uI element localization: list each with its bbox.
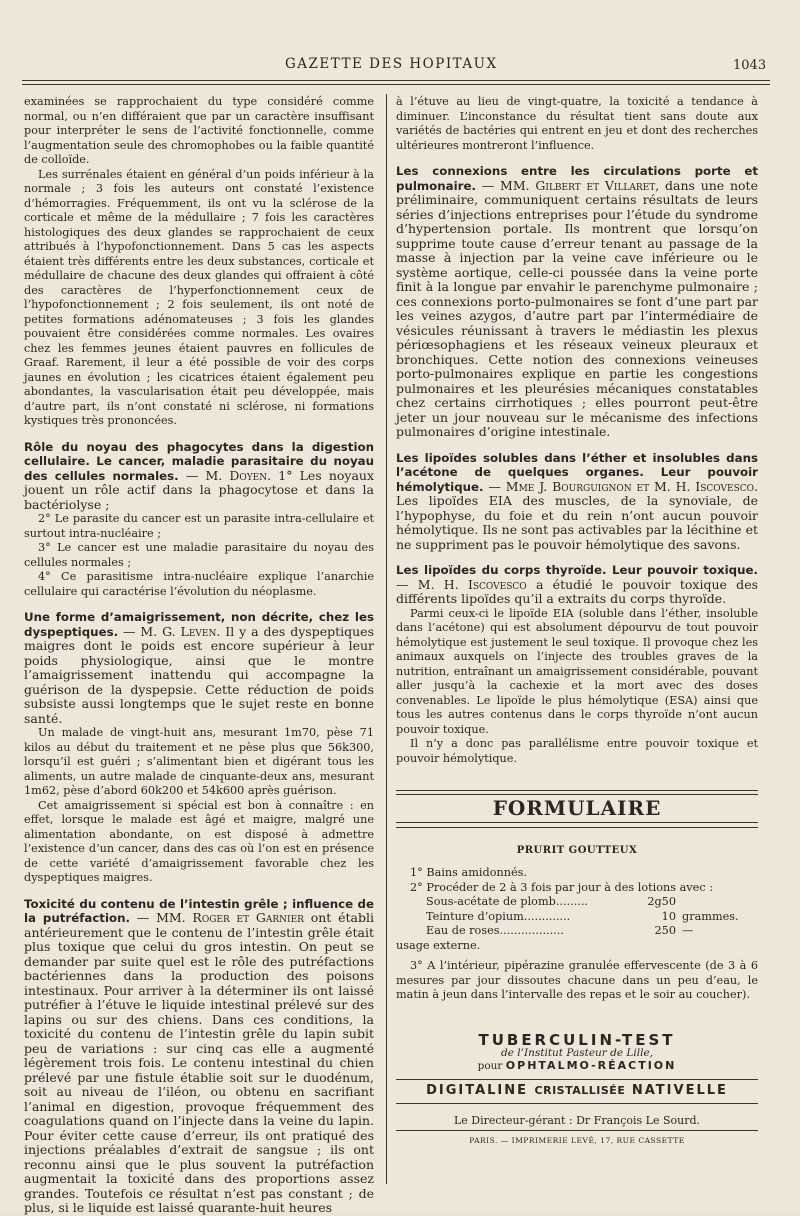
recipe-unit <box>676 895 752 910</box>
paragraph: examinées se rapprochaient du type considéré comme normal, ou n’en différaient que par un caractère insuffisant pour interpréter le sens de l’activité fonctionnelle, comme l’augmentation seule des chromophobes ou la faible quantité de colloïde. <box>24 95 374 166</box>
header-rule-top <box>22 80 770 81</box>
article-text: 1° Les noyaux jouent un rôle actif dans la phagocytose et dans la bactériolyse ; <box>24 467 375 512</box>
recipe-table <box>396 895 758 939</box>
article-title: Rôle du noyau des phagocytes dans la digestion cellulaire. Le cancer, maladie parasitaire du noyau des cellules normales. <box>24 439 374 483</box>
article-authors: — MM. Roger et Garnier <box>136 910 304 925</box>
paragraph: 2° Le parasite du cancer est un parasite intra-cellulaire et surtout intra-nucléaire ; <box>24 512 374 540</box>
recipe-step: 3° A l’intérieur, pipérazine granulée effervescente (de 3 à 6 mesures par jour dissoutes chacune dans un peu d’eau, le matin à jeun dans l’intervalle des repas et le soir au coucher). <box>396 959 758 1001</box>
article-title: Les lipoïdes du corps thyroïde. Leur pouvoir toxique. <box>396 563 758 577</box>
ad-subtitle: de l’Institut Pasteur de Lille, <box>500 1047 654 1059</box>
article-doyen <box>24 440 374 513</box>
printer-line: PARIS. — IMPRIMERIE LEVÉ, 17, RUE CASSETTE <box>396 1130 758 1149</box>
page-number: 1043 <box>733 58 767 73</box>
recipe-unit: grammes. <box>682 909 739 923</box>
recipe-title: PRURIT GOUTTEUX <box>516 844 638 856</box>
article-gilbert-villaret <box>396 164 758 440</box>
paragraph: Les surrénales étaient en général d’un poids inférieur à la normale ; 3 fois les auteurs ont constaté l’existence d’hémorragies. Fréquemment, ils ont vu la sclérose de la corticale et même de la médullaire ; 7 fois les caractères histologiques des deux glandes se rapprochaient de ceux attribués à l’hypofonctionnement. Dans 5 cas les aspects étaient très différents entre les deux substances, corticale et médullaire de chacune des deux glandes qui offraient à côté des caractères de l’hyperfonctionnement ceux de l’hypofonctionnement ; 2 fois seulement, ils ont noté de petites formations adénomateuses ; 3 fois les glandes pouvaient être considérées comme normales. Les ovaires chez les femmes jeunes étaient pauvres en follicules de Graaf. Rarement, il leur a été possible de voir des corps jaunes en évolution ; les cicatrices étaient également peu abondantes, la vascularisation était peu développée, mais d’autre part, ils n’ont constaté ni sclérose, ni formations kystiques très prononcées. <box>24 167 374 427</box>
header-rule-bottom <box>22 84 770 85</box>
article-authors: — M. H. Iscovesco <box>396 576 527 592</box>
recipe-step: 2° Procéder de 2 à 3 fois par jour à des lotions avec : <box>410 880 713 894</box>
article-text: dans une note préliminaire, communiquent certains résultats de leurs séries d’injections entreprises pour l’étude du syndrome d’hypertension portale. Ils montrent que lorsqu’on supprime toute cause d’erreur tenant au passage de la masse à injection par la veine cave inférieure ou le système aortique, celle-ci poussée dans la veine porte finit à la longue par envahir le parenchyme pulmonaire ; ces connexions porto-pulmonaires se font d’une part par les veines azygos, d’autre part par l’intermédiaire de vésicules réunissant à travers le médiastin les plexus périœsophagiens et les réseaux veineux pleuraux et bronchiques. Cette notion des connexions veineuses porto-pulmonaires explique en partie les congestions pulmonaires et les pleurésies mécaniques constatables chez certains cirrhotiques ; elles pourront peut-être jeter un jour nouveau sur le mécanisme des infections pulmonaires d’origine intestinale. <box>396 177 758 439</box>
article-authors: — M. G. Leven. <box>123 623 221 639</box>
paragraph: Un malade de vingt-huit ans, mesurant 1m70, pèse 71 kilos au début du traitement et ne pèse plus que 56k300, lorsqu’il est guéri ; s’alimentant bien et digérant tous les aliments, un autre malade de cinquante-deux ans, mesurant 1m62, pèse d’abord 60k200 et 54k600 après guérison. <box>24 726 374 797</box>
article-iscovesco <box>396 563 758 607</box>
recipe-step: usage externe. <box>396 938 481 952</box>
paragraph: 4° Ce parasitisme intra-nucléaire explique l’anarchie cellulaire qui caractérise l’évolution du néoplasme. <box>24 570 374 598</box>
column-divider <box>386 94 387 1184</box>
paragraph: 3° Le cancer est une maladie parasitaire du noyau des cellules normales ; <box>24 541 374 569</box>
director-line: Le Directeur-gérant : Dr François Le Sourd. <box>453 1113 701 1127</box>
article-text: Il y a des dyspeptiques maigres dont le poids est encore supérieur à leur poids physiologique, ainsi que le montre l’amaigrissement inattendu qui accompagne la guérison de la dyspepsie. Cette réduction de poids subsiste aussi longtemps que le sujet reste en bonne santé. <box>24 623 374 726</box>
right-column <box>396 95 758 1148</box>
article-authors: — MM. Gilbert et Villaret, <box>481 177 660 193</box>
recipe-row <box>396 924 758 939</box>
article-authors: — Mme J. Bourguignon et M. H. Iscovesco. <box>488 478 758 494</box>
article-title: Toxicité du contenu de l’intestin grêle ; influence de la putréfaction. <box>24 896 374 925</box>
article-title: Les connexions entre les circulations porte et pulmonaire. <box>396 164 758 193</box>
ad-cristallisee: CRISTALLISÉE <box>534 1084 626 1097</box>
article-leven <box>24 610 374 726</box>
advertisement-digitaline <box>396 1079 758 1104</box>
recipe-quantity: 10 <box>661 909 676 923</box>
ad-nativelle: NATIVELLE <box>631 1083 728 1098</box>
article-bourguignon-iscovesco <box>396 451 758 553</box>
ad-pour: pour <box>477 1060 503 1072</box>
journal-title: GAZETTE DES HOPITAUX <box>285 56 498 72</box>
recipe-ingredient: Eau de roses.................. <box>426 924 564 937</box>
recipe-ingredient: Teinture d’opium............. <box>426 909 571 923</box>
recipe-unit: — <box>682 924 694 937</box>
page-header <box>0 56 800 76</box>
article-text: ont établi antérieurement que le contenu de l’intestin grêle était plus toxique que celui du gros intestin. On peut se demander par suite quel est le rôle des putréfactions bactériennes dans la production des poisons intestinaux. Pour arriver à la déterminer ils ont laissé putréfier à l’étuve le liquide intestinal prélevé sur des lapins ou sur des chiens. Dans ces conditions, la toxicité du contenu de l’intestin grêle du lapin subit peu de variations : sur cinq cas elle a augmenté légèrement trois fois. Le contenu intestinal du chien prélevé par une fistule établie soit sur le duodénum, soit au niveau de l’iléon, ou obtenu en sacrifiant l’animal en digestion, provoque fréquemment des coagulations quand on l’injecte dans la veine du lapin. Pour éviter cette cause d’erreur, ils ont pratiqué des injections préalables d’extrait de sangsue ; ils ont reconnu ainsi que le plus souvent la putréfaction augmentait la toxicité dans des proportions assez grandes. Toutefois ce résultat n’est pas constant ; de plus, si le liquide est laissé quarante-huit heures <box>24 910 374 1215</box>
ad-line <box>396 1059 758 1073</box>
formulaire-banner <box>396 790 758 828</box>
article-title: Une forme d’amaigrissement, non décrite, chez les dyspeptiques. <box>24 610 374 639</box>
recipe-step: 1° Bains amidonnés. <box>410 866 527 879</box>
article-text: Les lipoïdes EIA des muscles, de la synoviale, de l’hypophyse, du foie et du rein n’ont aucun pouvoir hémolytique. Ils ne sont pas activables par la lécithine et ne suppriment pas le pouvoir hémolytique des savons. <box>396 493 758 552</box>
ad-reaction: OPHTALMO-RÉACTION <box>505 1059 677 1072</box>
ad-digitaline: DIGITALINE <box>426 1083 529 1098</box>
recipe-quantity: 2g50 <box>647 895 676 908</box>
recipe-row <box>396 895 758 910</box>
formulaire-title: FORMULAIRE <box>396 794 758 823</box>
recipe-quantity: 250 <box>654 924 676 937</box>
paragraph: Cet amaigrissement si spécial est bon à connaître : en effet, lorsque le malade est âgé et maigre, malgré une alimentation abondante, on est disposé à admettre l’existence d’un cancer, dans des cas où l’on est en présence de cette variété d’amaigrissement favorable chez les dyspeptiques maigres. <box>24 798 374 884</box>
paragraph: à l’étuve au lieu de vingt-quatre, la toxicité a tendance à diminuer. L’inconstance du résultat tient sans doute aux variétés de bactéries qui entrent en jeu et dont des recherches ultérieures montreront l’influence. <box>396 95 758 152</box>
recipe-row <box>396 910 758 925</box>
article-text: a étudié le pouvoir toxique des différents lipoïdes qu’il a extraits du corps thyroïde. <box>396 576 759 606</box>
recipe-ingredient: Sous-acétate de plomb......... <box>426 895 589 908</box>
paragraph: Il n’y a donc pas parallélisme entre pouvoir toxique et pouvoir hémolytique. <box>396 737 758 765</box>
article-authors: — M. Doyen. <box>185 467 272 483</box>
paragraph: Parmi ceux-ci le lipoïde EIA (soluble dans l’éther, insoluble dans l’acétone) qui est absolument dépourvu de tout pouvoir hémolytique est justement le seul toxique. Il provoque chez les animaux auxquels on l’injecte des troubles graves de la nutrition, entraînant un amaigrissement considérable, pouvant aller jusqu’à la cachexie et la mort avec des doses convenables. Le lipoïde le plus hémolytique (ESA) ainsi que tous les autres contenus dans le corps thyroïde n’ont aucun pouvoir toxique. <box>396 606 758 736</box>
article-roger-garnier <box>24 897 374 1216</box>
article-title: Les lipoïdes solubles dans l’éther et insolubles dans l’acétone de quelques organes. Leur pouvoir hémolytique. <box>396 450 758 494</box>
ad-title: TUBERCULIN-TEST <box>478 1030 676 1049</box>
advertisement-tuberculin <box>396 1030 758 1074</box>
left-column <box>24 95 374 1216</box>
